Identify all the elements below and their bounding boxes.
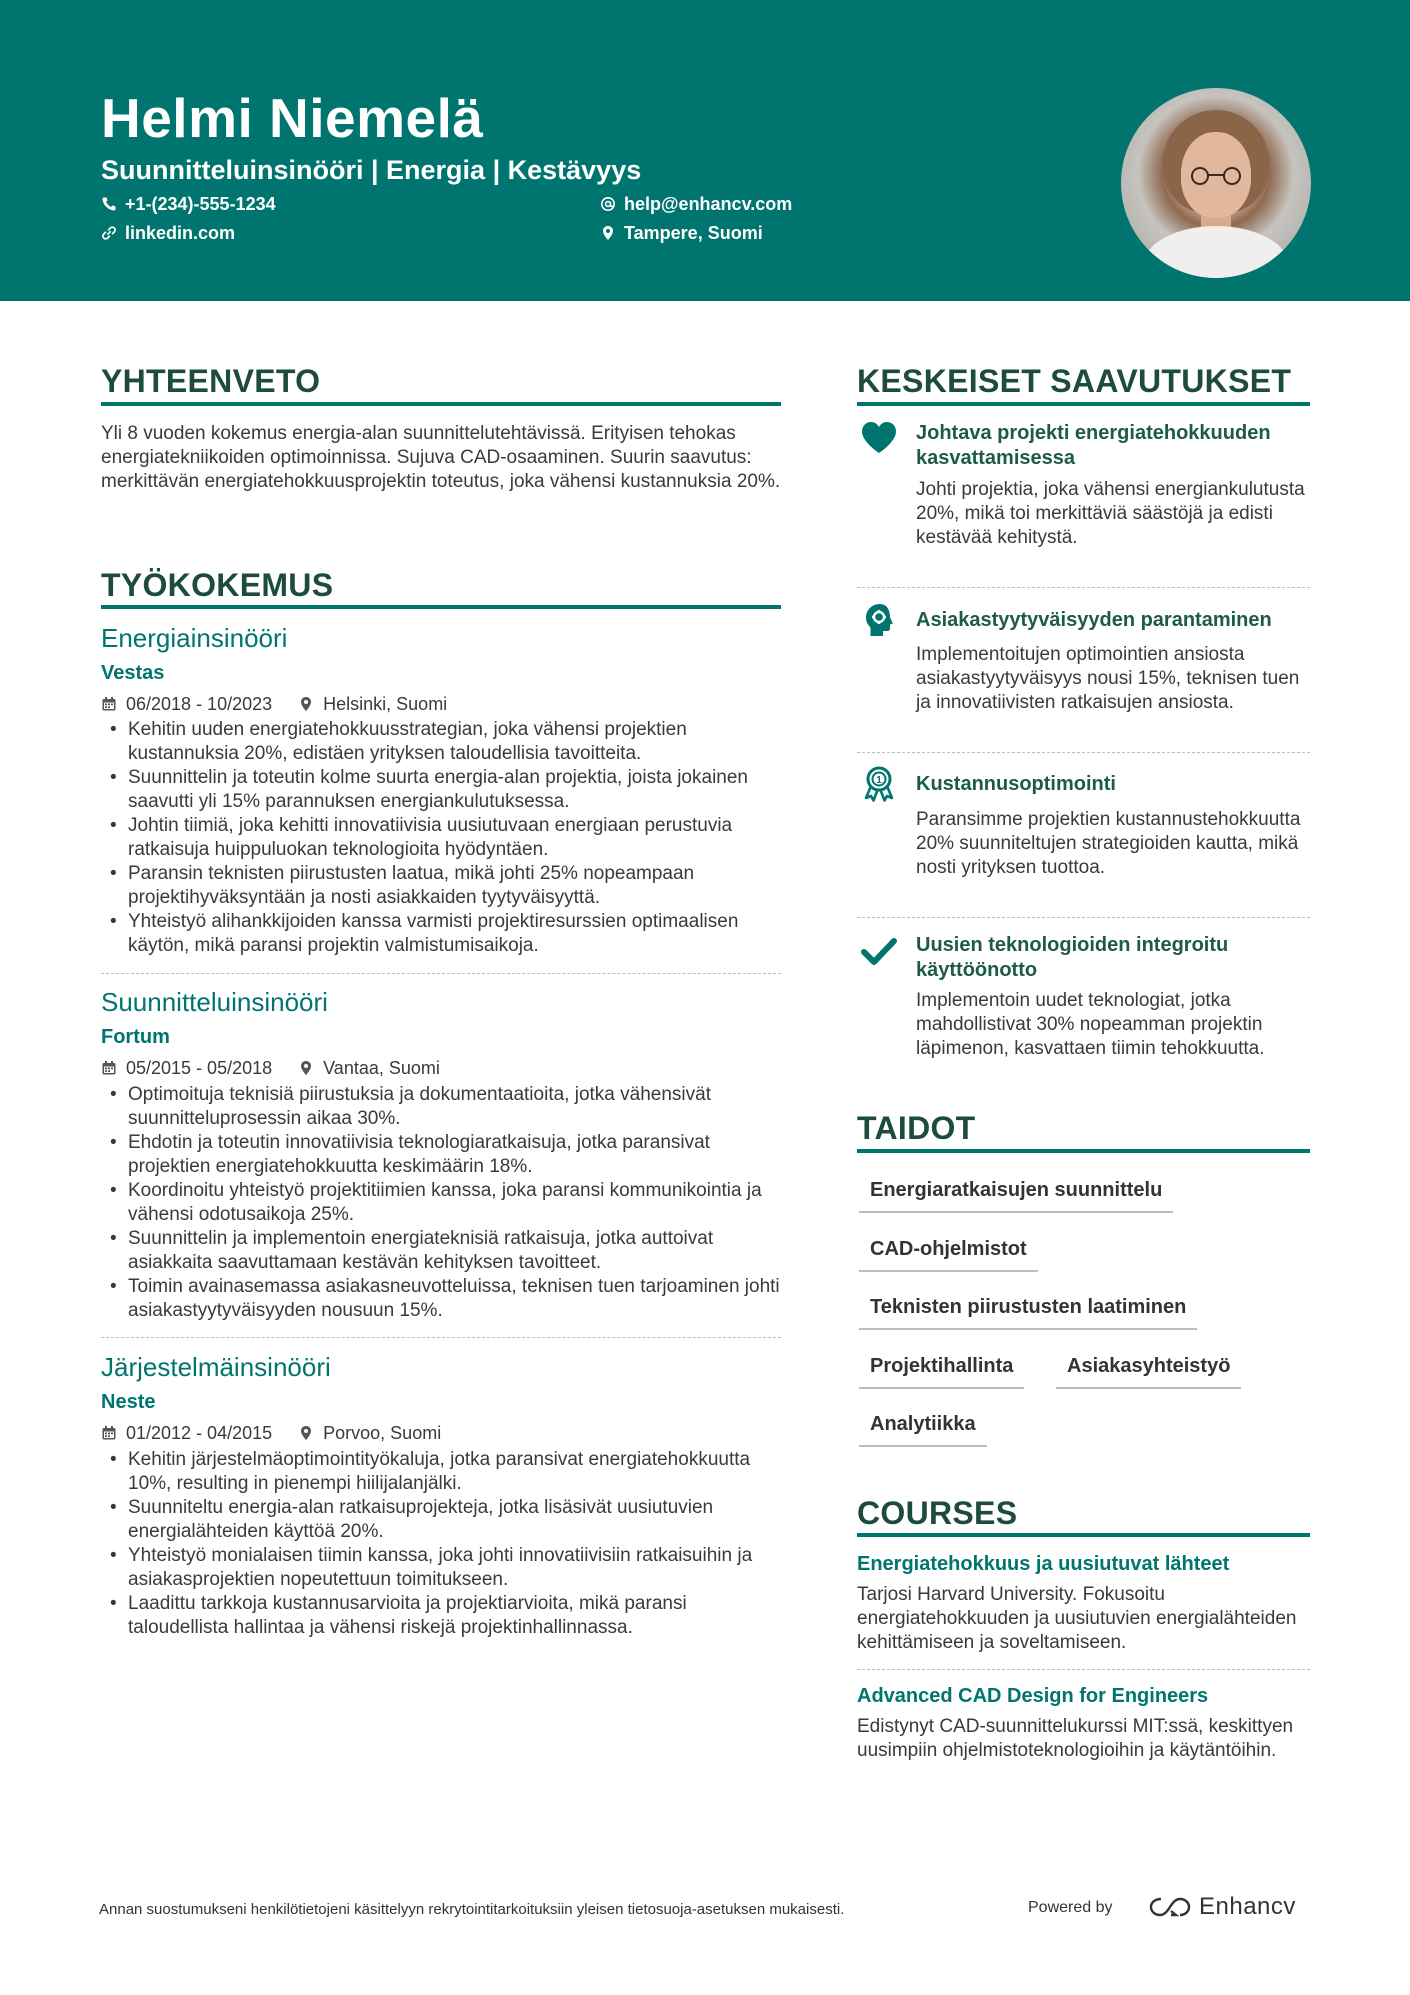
- head-icon: [859, 600, 899, 640]
- candidate-title: Suunnitteluinsinööri | Energia | Kestävyys: [101, 155, 642, 185]
- bullet-item: • Laadittu tarkkoja kustannusarvioita ja projektiarvioita, mikä paransi taloudellista hallintaa ja vähensi riskejä projektinhallinnassa.: [101, 1592, 781, 1640]
- bullet-item: • Kehitin uuden energiatehokkuusstrategian, joka vähensi projektien kustannuksia 20%, edistäen yrityksen taloudellisia tavoitteita.: [101, 718, 781, 766]
- achievement-text: Paransimme projektien kustannustehokkuutta 20% suunniteltujen strategioiden kautta, mikä nosti yrityksen tuottoa.: [916, 809, 1301, 878]
- courses-divider: [857, 1533, 1310, 1537]
- location-pin-icon: [600, 225, 616, 241]
- course-text: Edistynyt CAD-suunnittelukurssi MIT:ssä, keskittyen uusimpiin ohjelmistoteknologioihin ja käytäntöihin.: [857, 1716, 1294, 1761]
- skill-tag: CAD-ohjelmistot: [859, 1236, 1038, 1272]
- skills-divider: [857, 1149, 1310, 1153]
- summary-text: Yli 8 vuoden kokemus energia-alan suunnittelutehtävissä. Erityisen tehokas energiatekniikoiden optimoinnissa. Sujuva CAD-osaaminen. Suurin saavutus: merkittävän energiatehokkuusprojektin toteutus, joka vähensi kustannuksia 20%.: [101, 423, 781, 492]
- bullet-item: • Yhteistyö alihankkijoiden kanssa varmisti projektiresurssien optimaalisen käytön, mikä paransi projektin valmistumisaikoja.: [101, 910, 781, 958]
- job-bullets: [101, 718, 781, 958]
- job-company: Neste: [101, 1391, 156, 1413]
- summary-divider: [101, 402, 781, 406]
- skills-heading: TAIDOT: [857, 1110, 976, 1146]
- skill-tag: Asiakasyhteistyö: [1056, 1353, 1241, 1389]
- svg-text:1: 1: [876, 775, 882, 786]
- bullet-item: • Johtin tiimiä, joka kehitti innovatiivisia uusiutuvaan energiaan perustuvia ratkaisuja huippuluokan teknologioita hyödyntäen.: [101, 814, 781, 862]
- phone-contact[interactable]: [101, 193, 276, 215]
- phone-icon: [101, 196, 117, 212]
- achievement-separator: [857, 587, 1310, 588]
- at-icon: [600, 196, 616, 212]
- bullet-item: • Suunnittelin ja toteutin kolme suurta energia-alan projektia, joista jokainen saavutti yli 15% parannuksen energiankulutuksessa.: [101, 766, 781, 814]
- location-pin-icon: [298, 696, 314, 712]
- job-dates: 01/2012 - 04/2015: [126, 1423, 273, 1443]
- job-location: Porvoo, Suomi: [323, 1423, 442, 1443]
- calendar-icon: [101, 1060, 117, 1076]
- achievement-text: Implementoin uudet teknologiat, jotka mahdollistivat 30% nopeamman projektin läpimenon, kasvattaen tiimin tehokkuutta.: [916, 990, 1265, 1059]
- job-bullets: [101, 1083, 781, 1323]
- consent-note: Annan suostumukseni henkilötietojeni käsittelyyn rekrytointitarkoituksiin yleisen tietosuoja-asetuksen mukaisesti.: [99, 1901, 845, 1918]
- brand-text: Enhancv: [1199, 1893, 1296, 1920]
- job-meta: [101, 693, 447, 715]
- job-meta: [101, 1057, 440, 1079]
- job-title: Energiainsinööri: [101, 623, 288, 653]
- bullet-item: • Suunniteltu energia-alan ratkaisuprojekteja, jotka lisäsivät uusiutuvien energialähteiden käyttöä 20%.: [101, 1496, 781, 1544]
- experience-divider: [101, 605, 781, 609]
- phone-text: +1-(234)-555-1234: [125, 194, 276, 214]
- job-dates: 06/2018 - 10/2023: [126, 694, 273, 714]
- achievement-text: Implementoitujen optimointien ansiosta asiakastyytyväisyys nousi 15%, teknisen tuen ja innovatiivisten ratkaisujen ansiosta.: [916, 644, 1300, 713]
- job-company: Vestas: [101, 662, 165, 684]
- bullet-item: • Kehitin järjestelmäoptimointityökaluja, jotka paransivat energiatehokkuutta 10%, resulting in pienempi hiilijalanjälki.: [101, 1448, 781, 1496]
- achievement-title: Johtava projekti energiatehokkuuden kasvattamisessa: [916, 422, 1271, 469]
- location-contact: [600, 222, 763, 244]
- bullet-item: • Optimoituja teknisiä piirustuksia ja dokumentaatioita, jotka vähensivät suunnitteluprosessin aikaa 30%.: [101, 1083, 781, 1131]
- achievement-text: Johti projektia, joka vähensi energiankulutusta 20%, mikä toi merkittäviä säästöjä ja edisti kestävää kehitystä.: [916, 479, 1305, 548]
- bullet-item: • Paransin teknisten piirustusten laatua, mikä johti 25% nopeampaan projektihyväksyntään ja nosti asiakkaiden tyytyväisyyttä.: [101, 862, 781, 910]
- candidate-name: Helmi Niemelä: [101, 87, 484, 149]
- calendar-icon: [101, 1425, 117, 1441]
- course-text: Tarjosi Harvard University. Fokusoitu energiatehokkuuden ja uusiutuvien energialähteiden kehittämiseen ja soveltamiseen.: [857, 1584, 1297, 1653]
- award-icon: [859, 764, 899, 804]
- job-location: Helsinki, Suomi: [323, 694, 448, 714]
- email-text: help@enhancv.com: [624, 194, 793, 214]
- job-title: Suunnitteluinsinööri: [101, 987, 328, 1017]
- calendar-icon: [101, 696, 117, 712]
- achievement-title: Asiakastyytyväisyyden parantaminen: [916, 609, 1272, 631]
- link-icon: [101, 225, 117, 241]
- job-separator: [101, 973, 781, 974]
- courses-heading: COURSES: [857, 1495, 1018, 1531]
- achievements-heading: KESKEISET SAAVUTUKSET: [857, 363, 1292, 399]
- achievement-title: Kustannusoptimointi: [916, 773, 1116, 795]
- job-meta: [101, 1422, 441, 1444]
- location-pin-icon: [298, 1425, 314, 1441]
- bullet-item: • Suunnittelin ja implementoin energiateknisiä ratkaisuja, jotka auttoivat asiakkaita saavuttamaan kestävän kehityksen tavoitteet.: [101, 1227, 781, 1275]
- course-title: Advanced CAD Design for Engineers: [857, 1685, 1209, 1707]
- job-separator: [101, 1337, 781, 1338]
- skill-tag: Teknisten piirustusten laatiminen: [859, 1294, 1197, 1330]
- job-location: Vantaa, Suomi: [323, 1058, 440, 1078]
- location-pin-icon: [298, 1060, 314, 1076]
- course-title: Energiatehokkuus ja uusiutuvat lähteet: [857, 1553, 1230, 1575]
- skill-tag: Analytiikka: [859, 1411, 987, 1447]
- location-text: Tampere, Suomi: [624, 223, 763, 243]
- bullet-item: • Ehdotin ja toteutin innovatiivisia teknologiaratkaisuja, jotka paransivat projektien energiatehokkuutta keskimäärin 18%.: [101, 1131, 781, 1179]
- job-company: Fortum: [101, 1026, 170, 1048]
- enhancv-logo[interactable]: [1147, 1892, 1296, 1922]
- summary-heading: YHTEENVETO: [101, 363, 321, 399]
- skill-tag: Energiaratkaisujen suunnittelu: [859, 1177, 1173, 1213]
- achievement-title: Uusien teknologioiden integroitu käyttöönotto: [916, 934, 1229, 981]
- job-title: Järjestelmäinsinööri: [101, 1352, 331, 1382]
- bullet-item: • Toimin avainasemassa asiakasneuvotteluissa, teknisen tuen tarjoaminen johti asiakastyytyväisyyden nousuun 15%.: [101, 1275, 781, 1323]
- heart-icon: [859, 418, 899, 458]
- linkedin-contact[interactable]: [101, 222, 235, 244]
- powered-by-label: Powered by: [1028, 1899, 1113, 1916]
- enhancv-logo-icon: [1147, 1894, 1193, 1920]
- achievement-separator: [857, 752, 1310, 753]
- job-dates: 05/2015 - 05/2018: [126, 1058, 273, 1078]
- header-banner: [0, 0, 1410, 301]
- linkedin-text: linkedin.com: [125, 223, 236, 243]
- achievement-separator: [857, 917, 1310, 918]
- skill-tag: Projektihallinta: [859, 1353, 1024, 1389]
- bullet-item: • Koordinoitu yhteistyö projektitiimien kanssa, joka paransi kommunikointia ja vähensi odotusaikoja 25%.: [101, 1179, 781, 1227]
- check-icon: [859, 932, 899, 972]
- experience-heading: TYÖKOKEMUS: [101, 567, 334, 603]
- achievements-divider: [857, 402, 1310, 406]
- course-separator: [857, 1669, 1310, 1670]
- profile-photo: [1121, 88, 1311, 278]
- email-contact[interactable]: [600, 193, 792, 215]
- bullet-item: • Yhteistyö monialaisen tiimin kanssa, joka johti innovatiivisiin ratkaisuihin ja asiakasprojektien nopeutettuun toimitukseen.: [101, 1544, 781, 1592]
- job-bullets: [101, 1448, 781, 1640]
